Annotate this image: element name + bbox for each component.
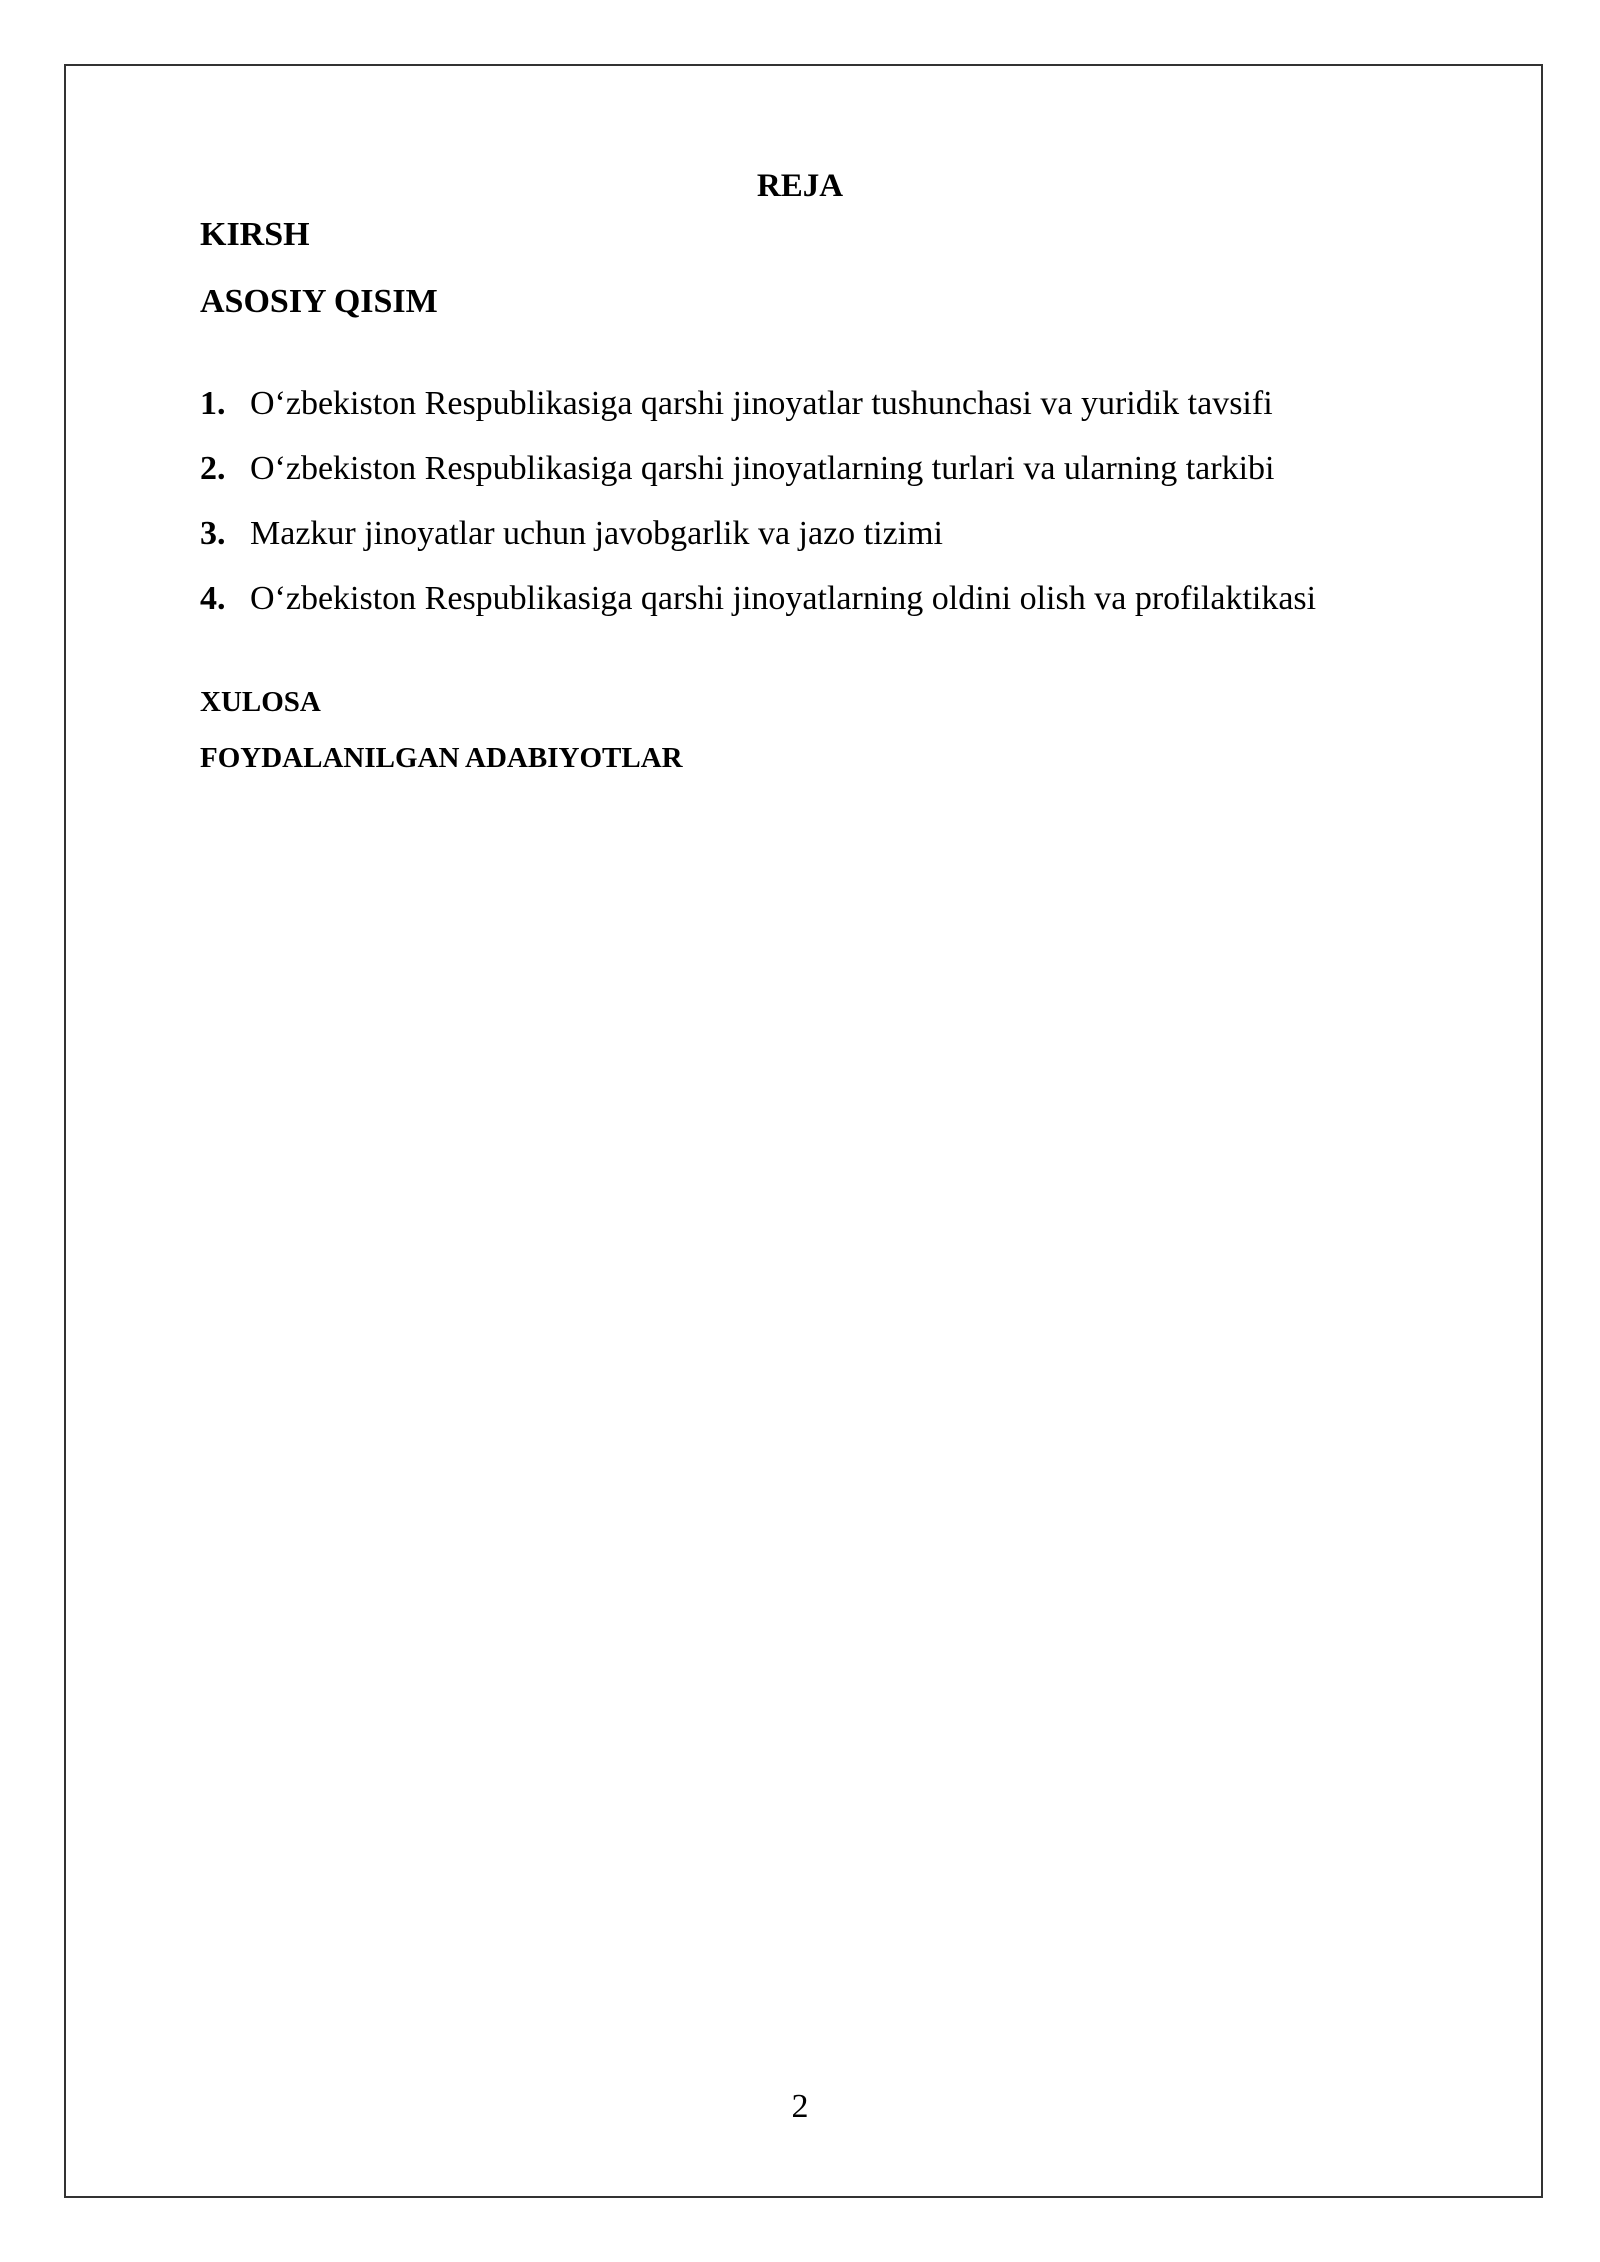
page-title: REJA [756, 168, 844, 204]
page-number: 2 [791, 2088, 809, 2125]
plan-item-number: 3. [200, 515, 226, 552]
plan-item-text: O‘zbekiston Respublikasiga qarshi jinoyatlarning oldini olish va profilaktikasi [250, 580, 1317, 617]
plan-item-text: O‘zbekiston Respublikasiga qarshi jinoyatlar tushunchasi va yuridik tavsifi [250, 385, 1273, 422]
plan-item-4 [200, 579, 1316, 644]
plan-item-2 [200, 449, 1316, 514]
plan-item-3 [200, 514, 1316, 579]
plan-item-number: 4. [200, 580, 226, 617]
references-heading: FOYDALANILGAN ADABIYOTLAR [200, 742, 683, 774]
plan-item-number: 1. [200, 385, 226, 422]
intro-heading: KIRSH [200, 216, 310, 253]
plan-item-1 [200, 384, 1316, 449]
plan-item-number: 2. [200, 450, 226, 487]
main-section-heading: ASOSIY QISIM [200, 283, 438, 320]
plan-item-text: O‘zbekiston Respublikasiga qarshi jinoyatlarning turlari va ularning tarkibi [250, 450, 1275, 487]
plan-list [200, 384, 1316, 644]
plan-item-text: Mazkur jinoyatlar uchun javobgarlik va jazo tizimi [250, 515, 943, 552]
conclusion-heading: XULOSA [200, 686, 321, 718]
